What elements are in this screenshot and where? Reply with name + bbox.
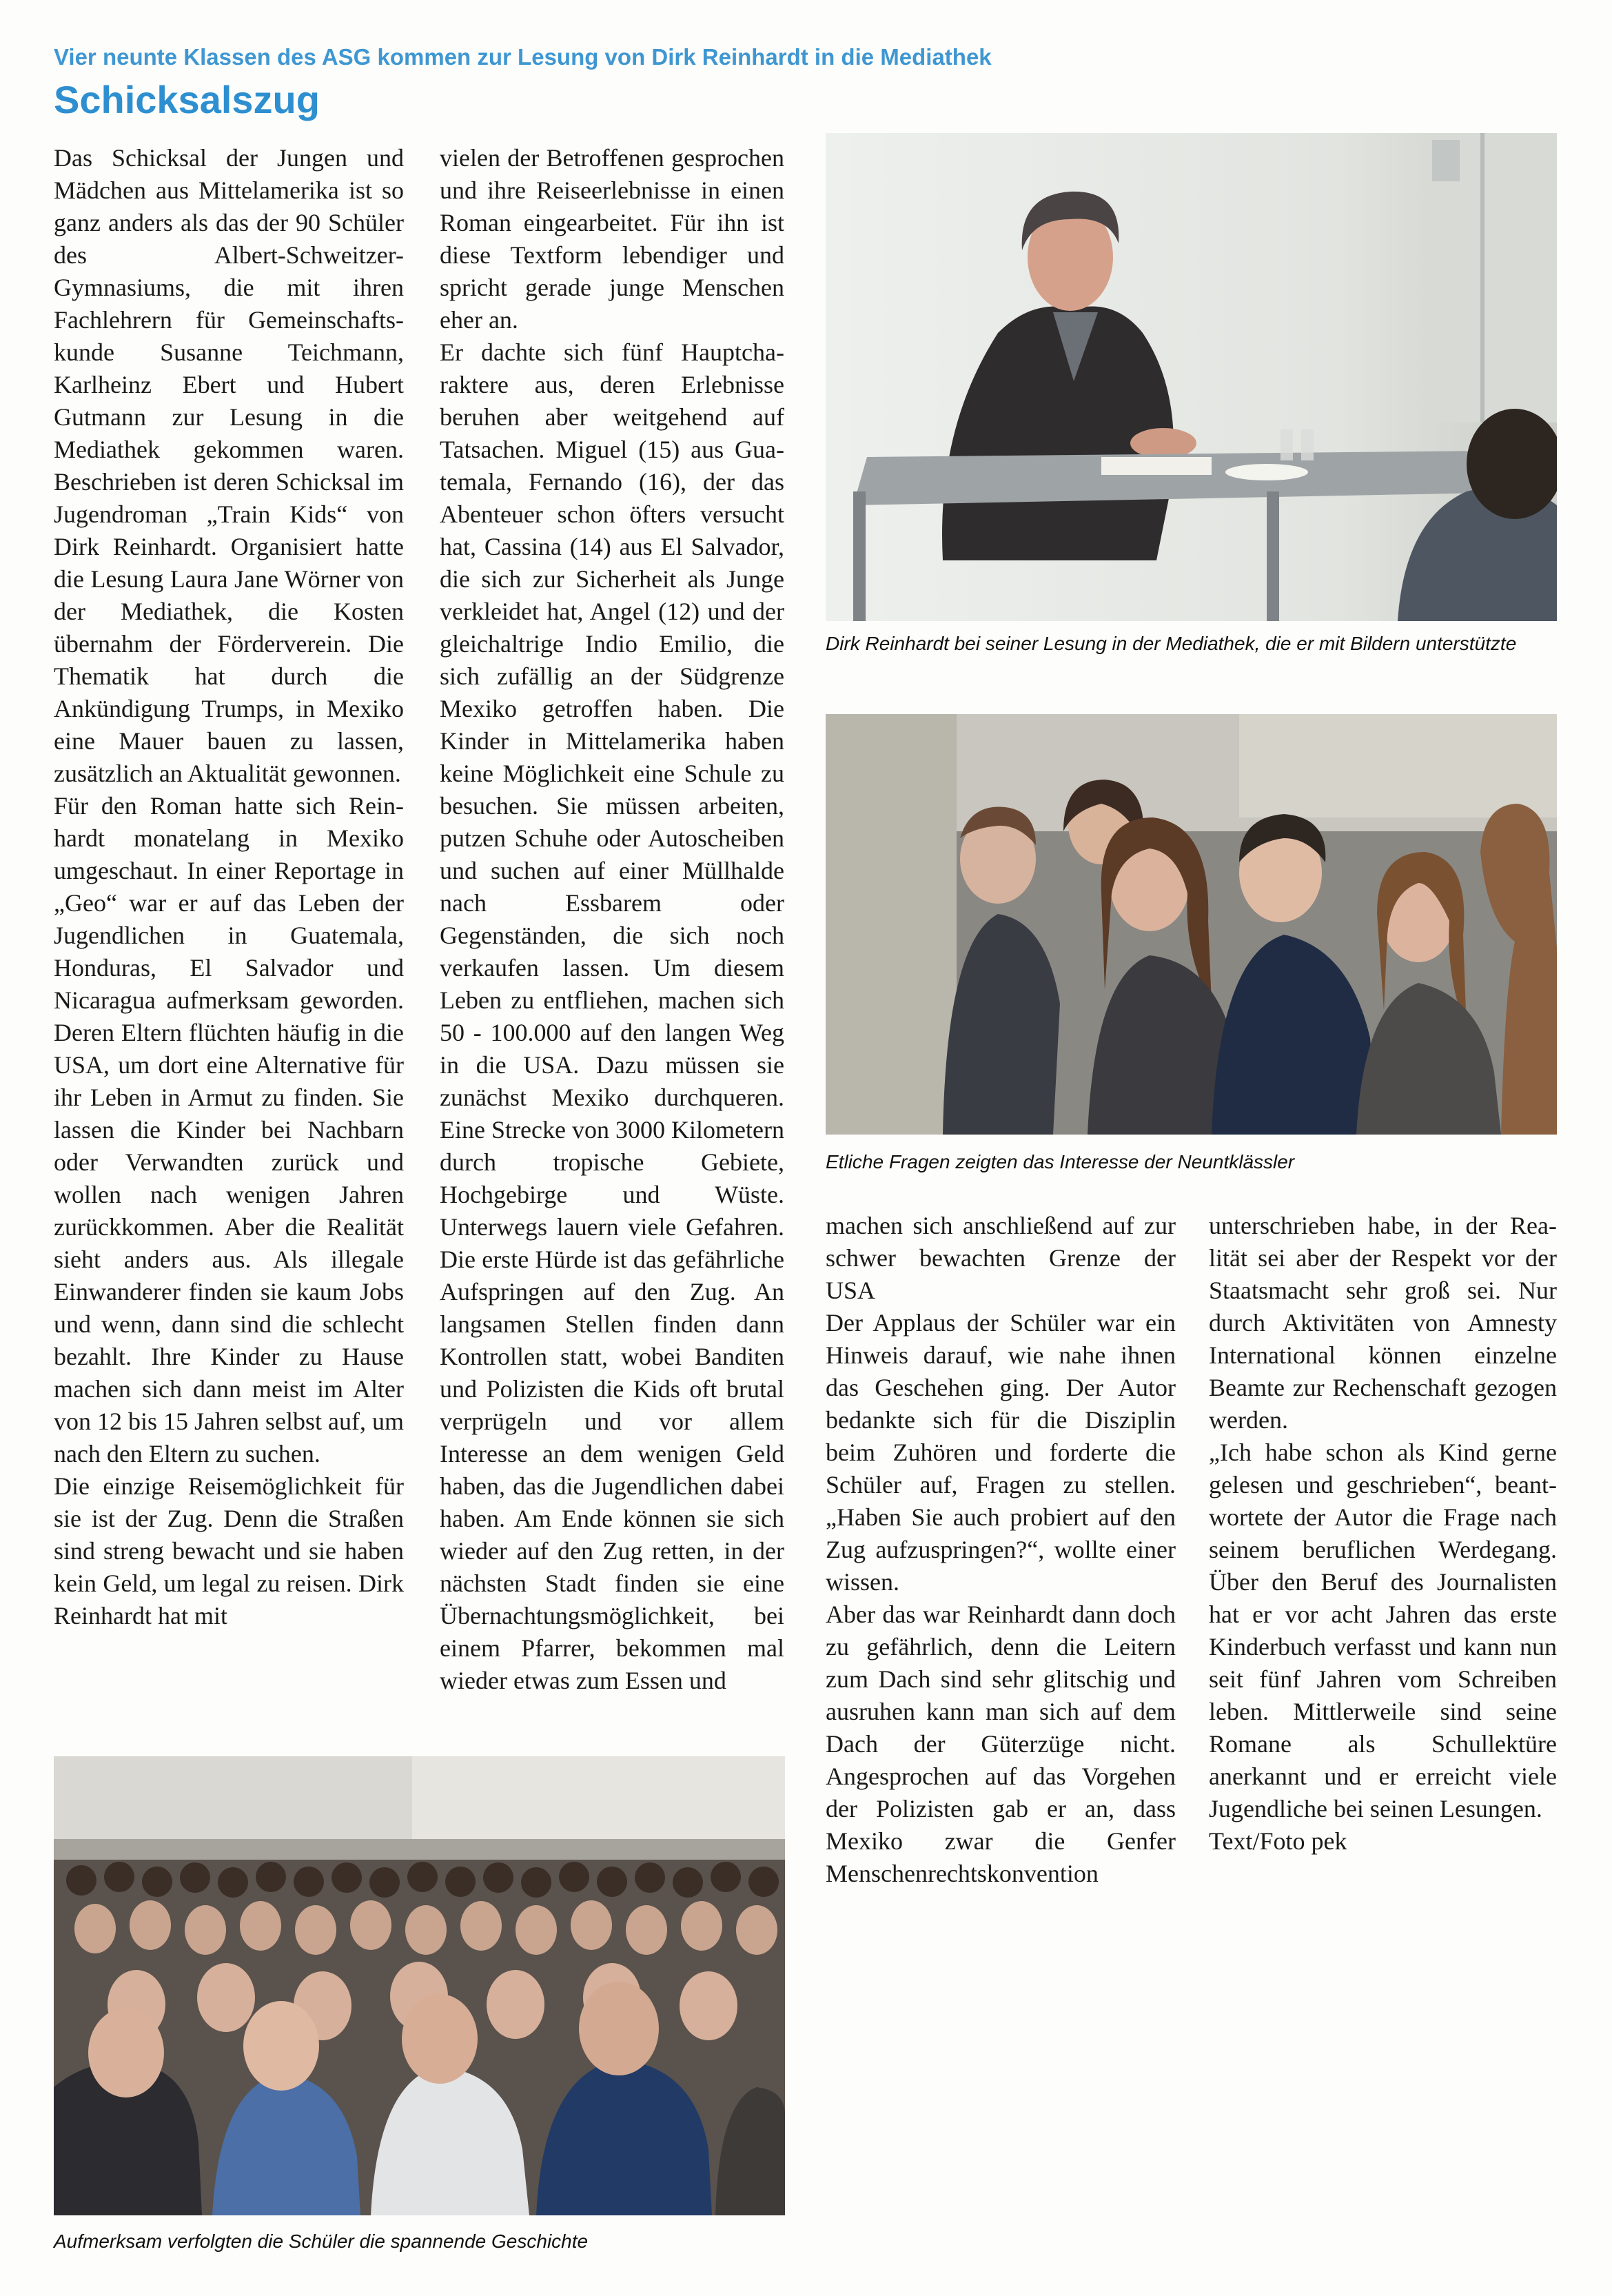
photo-caption: Dirk Reinhardt bei seiner Lesung in der Mediathek, die er mit Bildern unterstützte (826, 633, 1517, 654)
photo-students-questions-image (826, 714, 1557, 1135)
paragraph: Aber das war Reinhardt dann doch zu gefährlich, denn die Leitern zum Dach sind sehr glitschig und ausruhen kann man sich auf dem Dach der Güterzüge nicht. Angesprochen auf das Vorgehen der Polizisten gab er an, dass Mexiko zwar die Genfer Menschenrechtskonvention (826, 1601, 1176, 1887)
photo-caption: Etliche Fragen zeigten das Interesse der Neuntklässler (826, 1151, 1295, 1172)
article-kicker: Vier neunte Klassen des ASG kommen zur Lesung von Dirk Reinhardt in die Mediathek (54, 44, 992, 70)
photo-author-reading (826, 133, 1557, 621)
photo-audience (54, 1756, 785, 2215)
author-credit: Text/Foto pek (1209, 1827, 1347, 1855)
paragraph: unterschrieben habe, in der Realität sei aber der Respekt vor der Staatsmacht sehr groß sei. Nur durch Aktivitäten von Amnesty International können einzelne Beamte zur Rechenschaft gezogen werden. (1209, 1212, 1557, 1434)
paragraph: Das Schicksal der Jungen und Mädchen aus Mittelamerika ist so ganz anders als das der 90 Schüler des Albert-Schweitzer-Gymnasiums, die mit ihren Fachlehrern für Gemeinschaftskunde Susanne Teichmann, Karlheinz Ebert und Hubert Gutmann zur Lesung in die Mediathek gekommen waren. Beschrieben ist deren Schicksal im Jugendroman „Train Kids“ von Dirk Reinhardt. Organisiert hatte die Lesung Laura Jane Wörner von der Mediathek, die Kosten übernahm der Förderverein. Die Thematik hat durch die Ankündigung Trumps, in Mexiko eine Mauer bauen zu lassen, zusätzlich an Aktualität gewonnen. (54, 144, 404, 787)
photo-audience-image (54, 1756, 785, 2215)
paragraph: Die einzige Reisemöglichkeit für sie ist der Zug. Denn die Straßen sind streng bewacht und sie haben kein Geld, um legal zu reisen. Dirk Reinhardt hat mit (54, 1472, 404, 1629)
article-title: Schicksalszug (54, 78, 320, 121)
text-column-1 (54, 142, 404, 1632)
paragraph: Der Applaus der Schüler war ein Hinweis darauf, wie nahe ihnen das Geschehen ging. Der Autor bedankte sich für die Disziplin beim Zuhören und forderte die Schüler auf, Fragen zu stellen. „Haben Sie auch probiert auf den Zug aufzuspringen?“, wollte einer wissen. (826, 1309, 1176, 1596)
paragraph: Für den Roman hatte sich Reinhardt monatelang in Mexiko umgeschaut. In einer Reportage in „Geo“ war er auf das Leben der Jugendlichen in Guatemala, Honduras, El Salvador und Nicaragua aufmerksam geworden. Deren Eltern flüchten häufig in die USA, um dort eine Alternative für ihr Leben in Armut zu finden. Sie lassen die Kinder bei Nachbarn oder Verwandten zurück und wollen nach wenigen Jahren zurückkommen. Aber die Realität sieht anders aus. Als illegale Einwanderer finden sie kaum Jobs und wenn, dann sind die schlecht bezahlt. Ihre Kinder zu Hause machen sich dann meist im Alter von 12 bis 15 Jahren selbst auf, um nach den Eltern zu suchen. (54, 792, 404, 1467)
paragraph: vielen der Betroffenen gesprochen und ihre Reiseerlebnisse in einen Roman eingearbeitet. Für ihn ist diese Textform lebendiger und spricht gerade junge Menschen eher an. (440, 144, 784, 334)
photo-caption: Aufmerksam verfolgten die Schüler die spannende Geschichte (54, 2231, 589, 2252)
photo-author-reading-image (826, 133, 1557, 621)
photo-students-questions (826, 714, 1557, 1135)
paragraph: Er dachte sich fünf Hauptcharaktere aus, deren Erlebnisse beruhen aber weitgehend auf Tatsachen. Miguel (15) aus Guatemala, Fernando (16), der das Abenteuer schon öfters versucht hat, Cassina (14) aus El Salvador, die sich zur Sicherheit als Junge verkleidet hat, Angel (12) und der gleichaltrige Indio Emilio, die sich zufällig an der Südgrenze Mexiko getroffen haben. Die Kinder in Mittelamerika haben keine Möglichkeit eine Schule zu besuchen. Sie müssen arbeiten, putzen Schuhe oder Autoscheiben und suchen auf einer Müllhalde nach Essbarem oder Gegenständen, die sich noch verkaufen lassen. Um diesem Leben zu entfliehen, machen sich 50 - 100.000 auf den langen Weg in die USA. Dazu müssen sie zunächst Mexiko durchqueren. Eine Strecke von 3000 Kilometern durch tropische Gebiete, Hochgebirge und Wüste. Unterwegs lauern viele Gefahren. Die erste Hürde ist das gefährliche Aufspringen auf den Zug. An langsamen Stellen finden dann Kontrollen statt, wobei Banditen und Polizisten die Kids oft brutal verprügeln und vor allem Interesse an dem wenigen Geld haben, das die Jugendlichen dabei haben. Am Ende können sie sich wieder auf den Zug retten, in der nächsten Stadt finden sie eine Übernachtungsmöglichkeit, bei einem Pfarrer, bekommen mal wieder etwas zum Essen und (440, 338, 784, 1694)
paragraph: „Ich habe schon als Kind gerne gelesen und geschrieben“, beantwortete der Autor die Frage nach seinem beruflichen Werdegang. Über den Beruf des Journalisten hat er vor acht Jahren das erste Kinderbuch verfasst und kann nun seit fünf Jahren vom Schreiben leben. Mittlerweile sind seine Romane als Schullektüre anerkannt und er erreicht viele Jugendliche bei seinen Lesungen. (1209, 1439, 1557, 1822)
text-column-4 (1209, 1210, 1557, 1858)
paragraph: machen sich anschließend auf zur schwer bewachten Grenze der USA (826, 1212, 1176, 1304)
text-column-3 (826, 1210, 1176, 1890)
text-column-2 (440, 142, 784, 1697)
